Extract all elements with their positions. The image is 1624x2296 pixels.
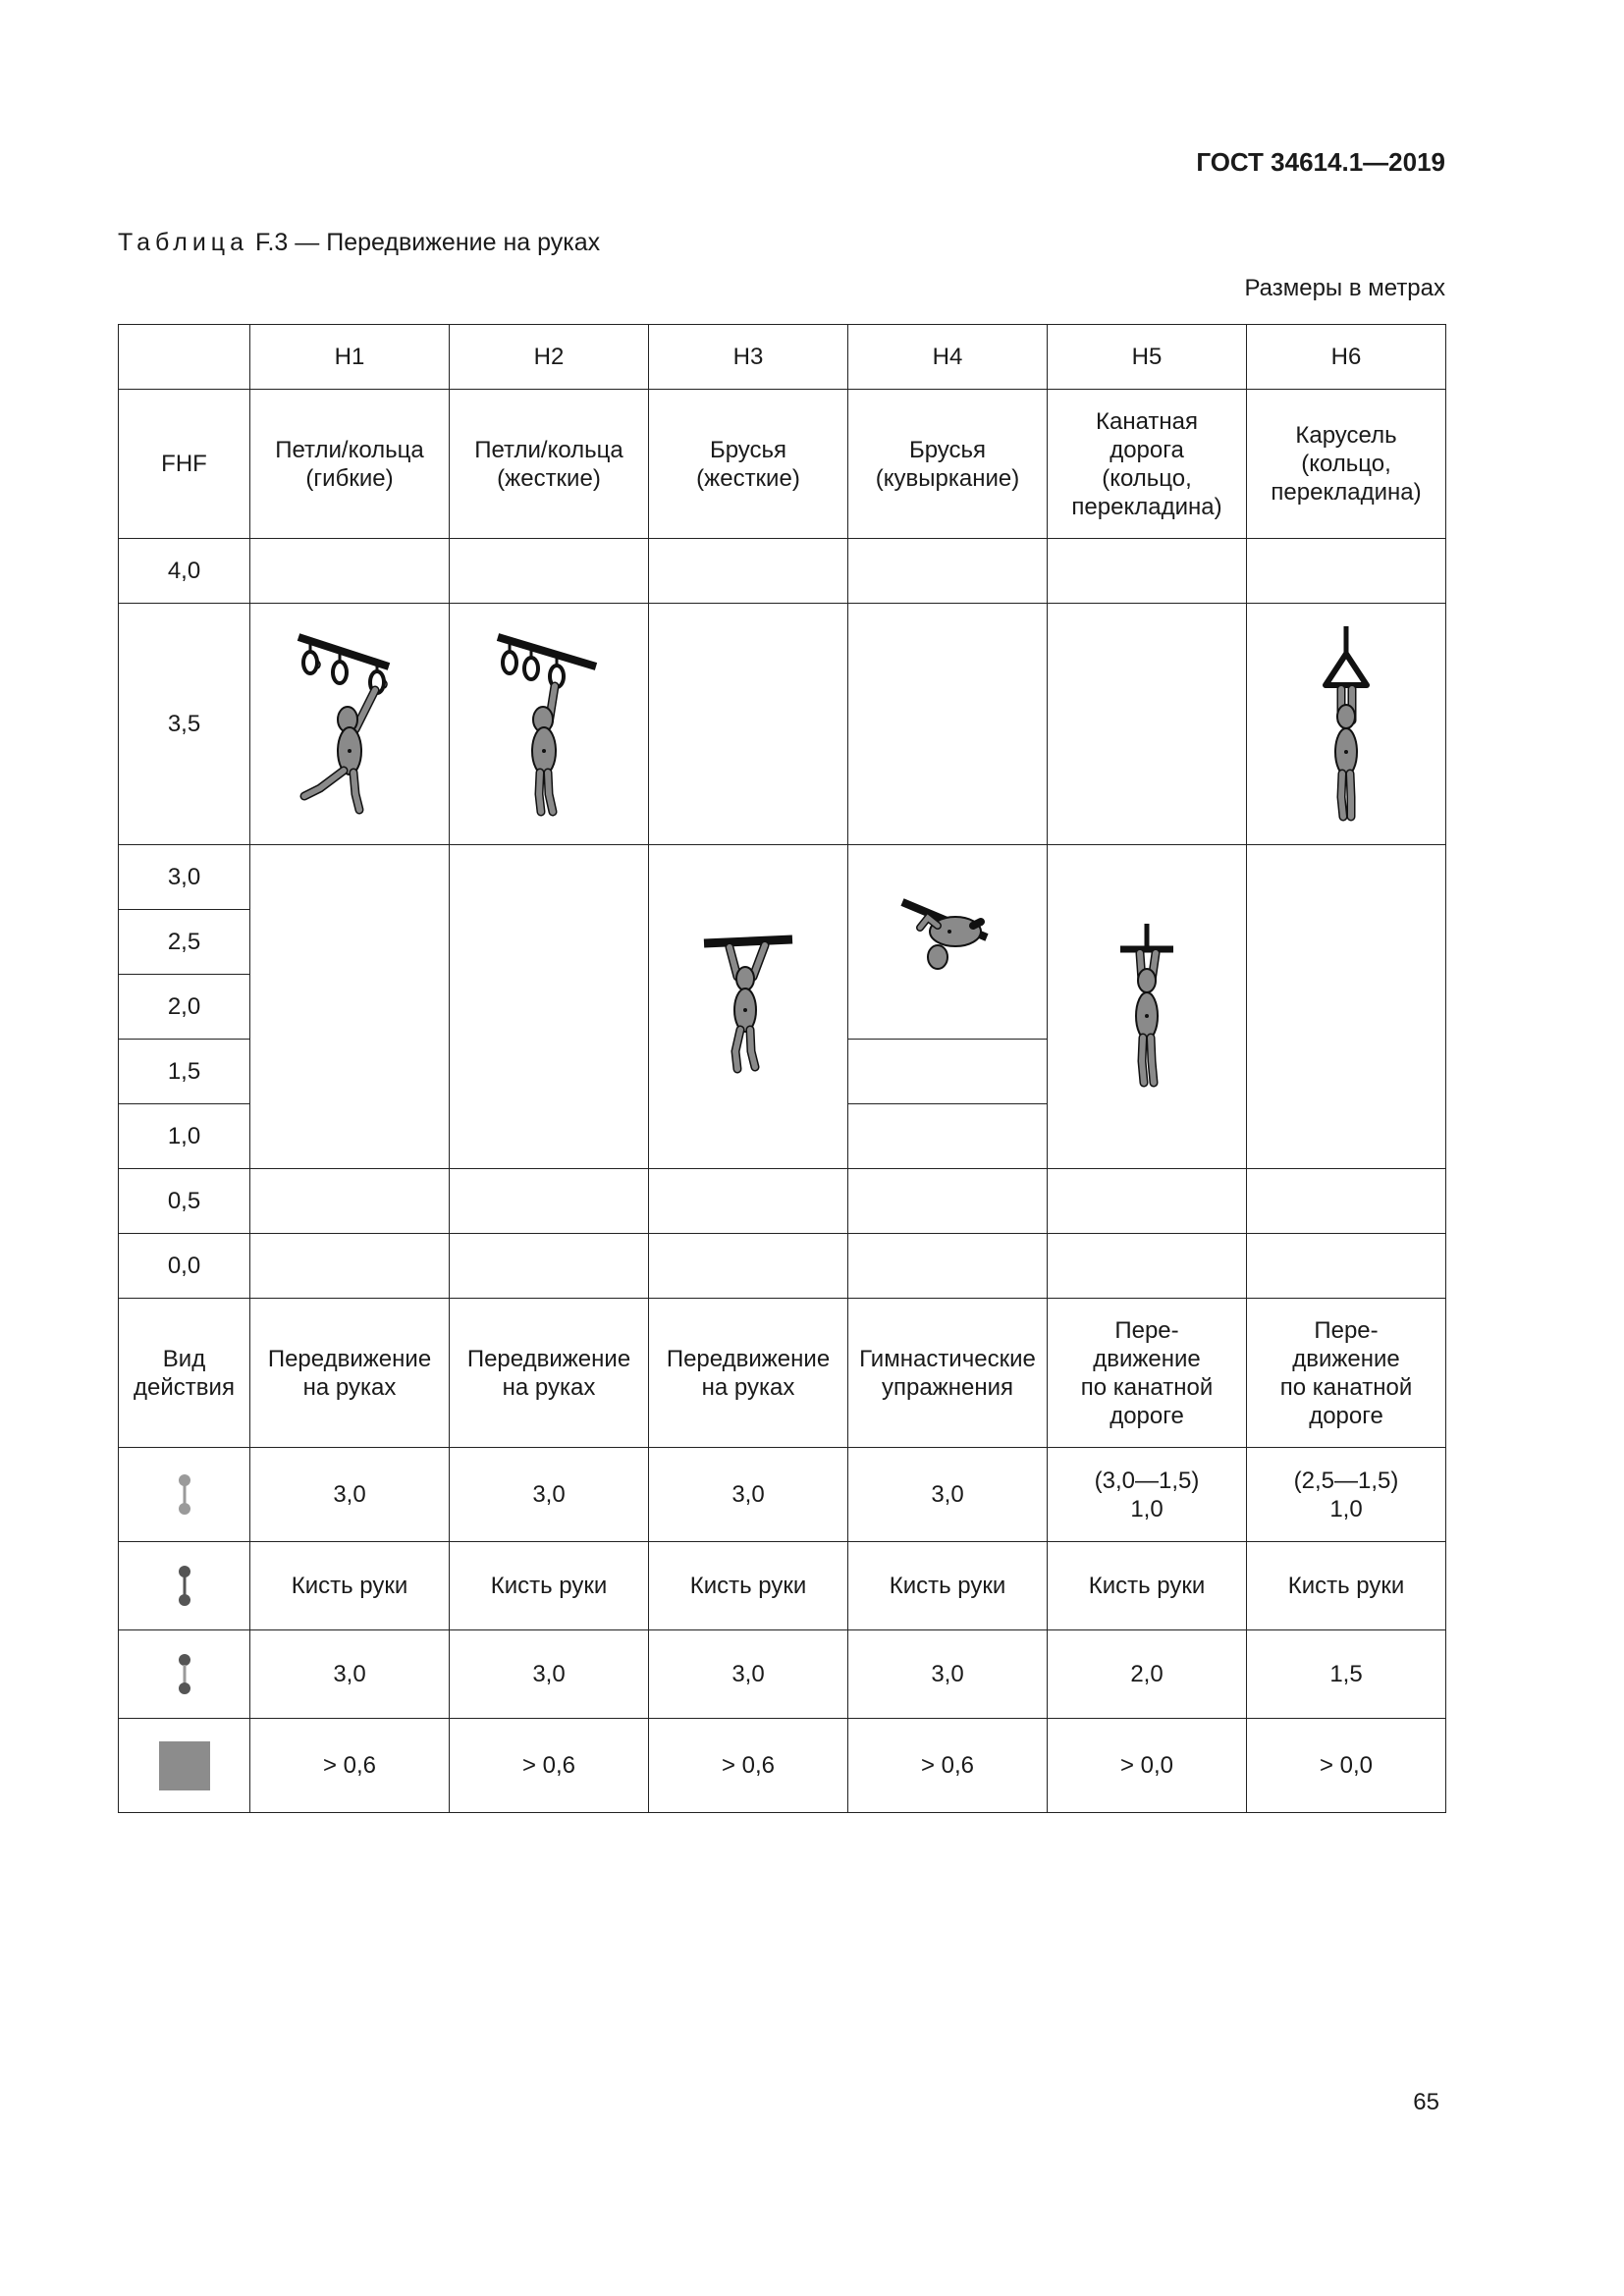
- contact-part-cell: Кисть руки: [450, 1542, 649, 1630]
- free-height-cell: 1,5: [1247, 1630, 1446, 1719]
- action-cell: Передвижение на руках: [649, 1299, 848, 1448]
- contact-part-row: [119, 1542, 1446, 1630]
- height-label: 0,5: [119, 1169, 250, 1234]
- height-label: 3,0: [119, 845, 250, 910]
- action-row: [119, 1299, 1446, 1448]
- action-cell: Передвижение на руках: [250, 1299, 450, 1448]
- figure-cell-h6: [1247, 604, 1446, 845]
- page-number: 65: [1413, 2089, 1439, 2115]
- hanging-rings-flexible-icon: [291, 631, 408, 818]
- height-row: [119, 1169, 1446, 1234]
- figure-cell-h5: [1048, 845, 1247, 1169]
- free-height-cell: 2,0: [1048, 1630, 1247, 1719]
- fall-height-row: [119, 1448, 1446, 1542]
- action-cell: Передвижение на руках: [450, 1299, 649, 1448]
- code-cell: H4: [848, 325, 1048, 390]
- contact-part-cell: Кисть руки: [1048, 1542, 1247, 1630]
- height-label: 1,0: [119, 1104, 250, 1169]
- free-height-cell: 3,0: [848, 1630, 1048, 1719]
- equipment-name: Канатная дорога (кольцо, перекладина): [1048, 390, 1247, 539]
- fall-height-cell: 3,0: [649, 1448, 848, 1542]
- code-cell: H1: [250, 325, 450, 390]
- equipment-name: Брусья (кувыркание): [848, 390, 1048, 539]
- fall-height-cell: (2,5—1,5) 1,0: [1247, 1448, 1446, 1542]
- impact-area-cell: > 0,0: [1048, 1719, 1247, 1813]
- action-cell: Пере- движение по канатной дороге: [1048, 1299, 1247, 1448]
- code-cell: H3: [649, 325, 848, 390]
- impact-area-cell: > 0,0: [1247, 1719, 1446, 1813]
- dot-line-dot-dark-icon: [175, 1653, 194, 1696]
- bar-somersault-icon: [898, 898, 997, 987]
- height-label: 3,5: [119, 604, 250, 845]
- contact-part-cell: Кисть руки: [848, 1542, 1048, 1630]
- equipment-name: Петли/кольца (гибкие): [250, 390, 450, 539]
- height-row: [119, 1234, 1446, 1299]
- height-label: 4,0: [119, 539, 250, 604]
- height-row: [119, 845, 1446, 910]
- cableway-icon: [1103, 924, 1191, 1091]
- impact-area-row: [119, 1719, 1446, 1813]
- height-row: [119, 604, 1446, 845]
- equipment-name: Петли/кольца (жесткие): [450, 390, 649, 539]
- contact-part-icon-cell: [119, 1542, 250, 1630]
- figure-cell-h2: [450, 604, 649, 845]
- height-label: 1,5: [119, 1040, 250, 1104]
- code-cell: H6: [1247, 325, 1446, 390]
- equipment-name: Карусель (кольцо, перекладина): [1247, 390, 1446, 539]
- playground-equipment-table: [118, 324, 1446, 1813]
- carousel-handle-icon: [1302, 626, 1390, 823]
- units-note: Размеры в метрах: [1244, 275, 1445, 301]
- free-height-icon-cell: [119, 1630, 250, 1719]
- contact-part-cell: Кисть руки: [250, 1542, 450, 1630]
- equipment-name: Брусья (жесткие): [649, 390, 848, 539]
- contact-part-cell: Кисть руки: [649, 1542, 848, 1630]
- height-label: 2,5: [119, 910, 250, 975]
- code-cell: H5: [1048, 325, 1247, 390]
- fall-height-cell: 3,0: [848, 1448, 1048, 1542]
- table-caption: [118, 229, 600, 257]
- height-label: 0,0: [119, 1234, 250, 1299]
- fall-height-cell: (3,0—1,5) 1,0: [1048, 1448, 1247, 1542]
- free-height-cell: 3,0: [450, 1630, 649, 1719]
- table-caption-prefix: Таблица: [118, 229, 249, 256]
- figure-cell-h1: [250, 604, 450, 845]
- grey-square-icon: [158, 1740, 211, 1791]
- table-caption-text: F.3 — Передвижение на руках: [254, 229, 601, 256]
- impact-area-cell: > 0,6: [450, 1719, 649, 1813]
- corner-cell: [119, 325, 250, 390]
- action-label: Вид действия: [119, 1299, 250, 1448]
- hanging-bar-icon: [694, 934, 802, 1081]
- code-cell: H2: [450, 325, 649, 390]
- free-height-cell: 3,0: [250, 1630, 450, 1719]
- dot-line-dot-dark-icon: [175, 1565, 194, 1608]
- height-row: [119, 539, 1446, 604]
- fall-height-cell: 3,0: [450, 1448, 649, 1542]
- impact-area-cell: > 0,6: [649, 1719, 848, 1813]
- hanging-rings-rigid-icon: [490, 631, 608, 818]
- contact-part-cell: Кисть руки: [1247, 1542, 1446, 1630]
- dot-line-dot-light-icon: [175, 1473, 194, 1517]
- codes-row: [119, 325, 1446, 390]
- names-row: [119, 390, 1446, 539]
- impact-area-icon-cell: [119, 1719, 250, 1813]
- impact-area-cell: > 0,6: [848, 1719, 1048, 1813]
- figure-cell-h3: [649, 845, 848, 1169]
- figure-cell-h4: [848, 845, 1048, 1040]
- fhf-label: FHF: [119, 390, 250, 539]
- free-height-row: [119, 1630, 1446, 1719]
- action-cell: Пере- движение по канатной дороге: [1247, 1299, 1446, 1448]
- fall-height-icon-cell: [119, 1448, 250, 1542]
- free-height-cell: 3,0: [649, 1630, 848, 1719]
- fall-height-cell: 3,0: [250, 1448, 450, 1542]
- height-label: 2,0: [119, 975, 250, 1040]
- action-cell: Гимнастические упражнения: [848, 1299, 1048, 1448]
- impact-area-cell: > 0,6: [250, 1719, 450, 1813]
- document-code: ГОСТ 34614.1—2019: [1196, 147, 1445, 177]
